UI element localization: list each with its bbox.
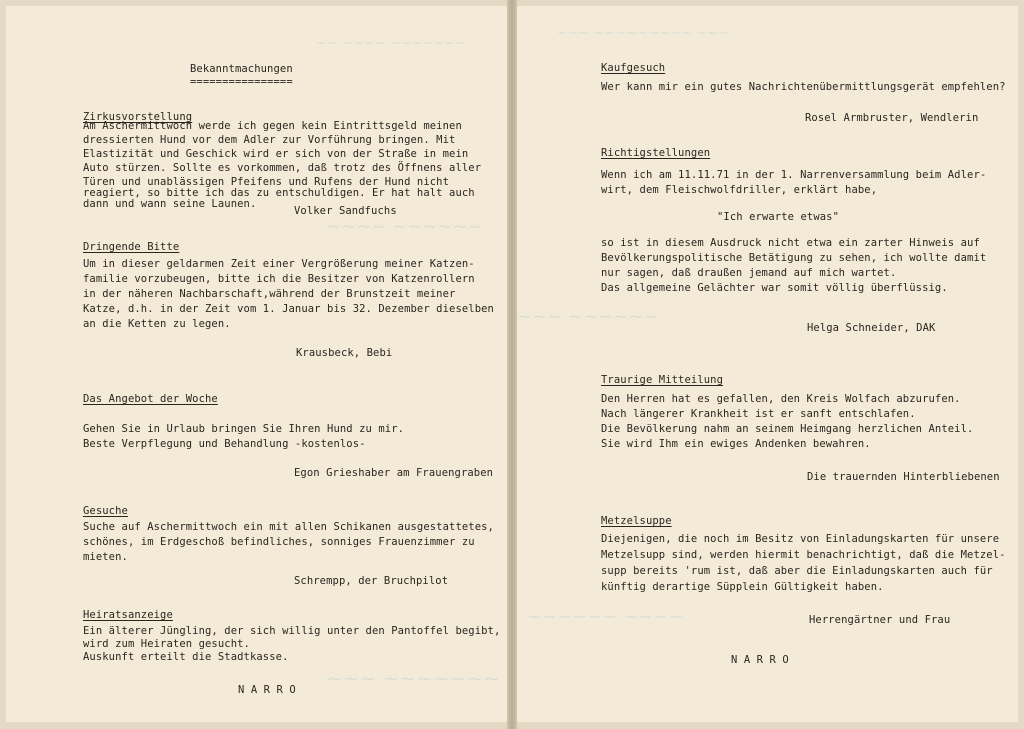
body-line: Suche auf Aschermittwoch ein mit allen Schikanen ausgestattetes, — [83, 521, 494, 533]
body-line: dressierten Hund vor dem Adler zur Vorführung bringen. Mit — [83, 134, 456, 146]
left-page — [6, 6, 507, 722]
section-title: Das Angebot der Woche — [83, 393, 218, 405]
signature: Krausbeck, Bebi — [296, 347, 393, 359]
body-line: Katze, d.h. in der Zeit vom 1. Januar bis 32. Dezember dieselben — [83, 303, 494, 315]
section-title: Kaufgesuch — [601, 62, 666, 74]
signature: Die trauernden Hinterbliebenen — [807, 471, 1000, 483]
body-line: Gehen Sie in Urlaub bringen Sie Ihren Hund zu mir. — [83, 423, 405, 435]
body-line: dann und wann seine Launen. — [83, 198, 257, 210]
body-line: reagiert, so bitte ich das zu entschuldigen. Er hat halt auch — [83, 187, 475, 199]
bleed-through-decoration: ~~~~~~ ~~~~ — [527, 606, 684, 627]
body-line: Sie wird Ihm ein ewiges Andenken bewahren. — [601, 438, 871, 450]
narro-footer: N A R R O — [731, 654, 789, 666]
body-line: wird zum Heiraten gesucht. — [83, 638, 250, 650]
body-line: Nach längerer Krankheit ist er sanft entschlafen. — [601, 408, 916, 420]
section-title: Traurige Mitteilung — [601, 374, 724, 386]
signature: Schrempp, der Bruchpilot — [294, 575, 449, 587]
body-line: Auto stürzen. Sollte es vorkommen, daß trotz des Öffnens aller — [83, 162, 482, 174]
body-line: Um in dieser geldarmen Zeit einer Vergrößerung meiner Katzen- — [83, 258, 475, 270]
body-line: Auskunft erteilt die Stadtkasse. — [83, 651, 289, 663]
signature: Egon Grieshaber am Frauengraben — [294, 467, 494, 479]
body-line: Bevölkerungspolitische Betätigung zu sehen, ich wollte damit — [601, 252, 987, 264]
body-line: Elastizität und Geschick wird er sich von der Straße in mein — [83, 148, 469, 160]
body-line: in der näheren Nachbarschaft,während der Brunstzeit meiner — [83, 288, 456, 300]
body-line: wirt, dem Fleischwolfdriller, erklärt habe, — [601, 184, 878, 196]
heading-rule: ================ — [190, 76, 293, 88]
page-heading: Bekanntmachungen — [190, 63, 293, 75]
signature: Helga Schneider, DAK — [807, 322, 936, 334]
quote: "Ich erwarte etwas" — [717, 211, 840, 223]
body-line: Den Herren hat es gefallen, den Kreis Wolfach abzurufen. — [601, 393, 961, 405]
body-line: Diejenigen, die noch im Besitz von Einladungskarten für unsere — [601, 533, 1000, 545]
signature: Volker Sandfuchs — [294, 205, 397, 217]
section-title: Zirkusvorstellung — [83, 111, 193, 123]
signature: Rosel Armbruster, Wendlerin — [805, 112, 979, 124]
body-line: schönes, im Erdgeschoß befindliches, sonniges Frauenzimmer zu — [83, 536, 475, 548]
body-line: mieten. — [83, 551, 128, 563]
body-line: Die Bevölkerung nahm an seinem Heimgang herzlichen Anteil. — [601, 423, 974, 435]
bleed-through-decoration: ~~~ ~~~~~~ — [517, 306, 659, 327]
body-line: Am Aschermittwoch werde ich gegen kein Eintrittsgeld meinen — [83, 120, 462, 132]
section-title: Dringende Bitte — [83, 241, 180, 253]
bleed-through-decoration: ~~ ~~~~ ~~~~~~~ — [316, 36, 466, 51]
body-line: an die Ketten zu legen. — [83, 318, 231, 330]
bleed-through-decoration: ~~~ ~~~~~~~ — [326, 666, 500, 690]
body-line: Beste Verpflegung und Behandlung -kostenlos- — [83, 438, 366, 450]
section-title: Metzelsuppe — [601, 515, 672, 527]
body-line: Türen und unablässigen Pfeifens und Rufens der Hund nicht — [83, 176, 450, 188]
body-line: Wer kann mir ein gutes Nachrichtenübermittlungsgerät empfehlen? — [601, 81, 1006, 93]
book-spine — [507, 0, 517, 729]
body-line: Ein älterer Jüngling, der sich willig unter den Pantoffel begibt, — [83, 625, 501, 637]
section-title: Richtigstellungen — [601, 147, 711, 159]
body-line: künftig derartige Süpplein Gültigkeit haben. — [601, 581, 884, 593]
section-title: Gesuche — [83, 505, 128, 517]
body-line: supp bereits 'rum ist, daß aber die Einladungskarten auch für — [601, 565, 993, 577]
right-page — [517, 6, 1018, 722]
bleed-through-decoration: ~~~ ~~~~~~~~~ ~~~ — [557, 26, 729, 41]
section-title: Heiratsanzeige — [83, 609, 173, 621]
body-line: Metzelsupp sind, werden hiermit benachrichtigt, daß die Metzel- — [601, 549, 1006, 561]
body-line: nur sagen, daß draußen jemand auf mich wartet. — [601, 267, 897, 279]
body-line: familie vorzubeugen, bitte ich die Besitzer von Katzenrollern — [83, 273, 475, 285]
signature: Herrengärtner und Frau — [809, 614, 951, 626]
body-line: Das allgemeine Gelächter war somit völlig überflüssig. — [601, 282, 948, 294]
narro-footer: N A R R O — [238, 684, 296, 696]
body-line: so ist in diesem Ausdruck nicht etwa ein zarter Hinweis auf — [601, 237, 980, 249]
bleed-through-decoration: ~~~~ ~~~~~~ — [326, 216, 483, 237]
body-line: Wenn ich am 11.11.71 in der 1. Narrenversammlung beim Adler- — [601, 169, 987, 181]
